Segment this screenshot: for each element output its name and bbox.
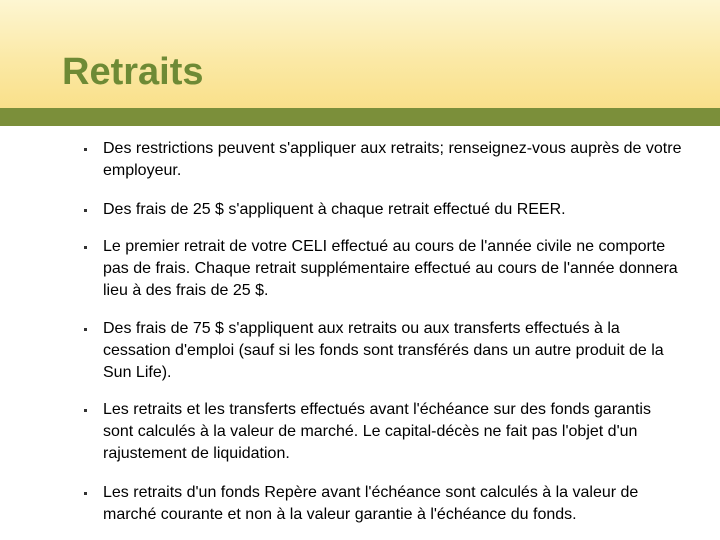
bullet-item	[84, 318, 684, 384]
bullet-text: Des restrictions peuvent s'appliquer aux retraits; renseignez-vous auprès de votre employeur.	[103, 140, 682, 179]
bullet-text: Des frais de 75 $ s'appliquent aux retraits ou aux transferts effectués à la cessation d'emploi (sauf si les fonds sont transférés dans un autre produit de la Sun Life).	[103, 320, 664, 381]
bullet-marker	[84, 409, 87, 412]
slide-body	[0, 126, 720, 540]
bullet-text: Des frais de 25 $ s'appliquent à chaque retrait effectué du REER.	[103, 201, 566, 218]
bullet-text: Les retraits et les transferts effectués avant l'échéance sur des fonds garantis sont calculés à la valeur de marché. Le capital-décès ne fait pas l'objet d'un rajustement de liquidation.	[103, 401, 651, 462]
slide-header	[0, 0, 720, 108]
bullet-marker	[84, 246, 87, 249]
bullet-text: Le premier retrait de votre CELI effectué au cours de l'année civile ne comporte pas de frais. Chaque retrait supplémentaire effectué au cours de l'année donnera lieu à des frais de 25 $.	[103, 238, 678, 299]
slide-title: Retraits	[62, 51, 204, 93]
bullet-item	[84, 138, 684, 182]
bullet-marker	[84, 209, 87, 212]
bullet-item	[84, 482, 684, 526]
bullet-item	[84, 199, 684, 221]
bullet-text: Les retraits d'un fonds Repère avant l'échéance sont calculés à la valeur de marché courante et non à la valeur garantie à l'échéance du fonds.	[103, 484, 639, 523]
bullet-item	[84, 236, 684, 302]
bullet-marker	[84, 148, 87, 151]
bullet-marker	[84, 328, 87, 331]
bullet-marker	[84, 492, 87, 495]
header-divider-bar	[0, 108, 720, 126]
bullet-item	[84, 399, 684, 465]
